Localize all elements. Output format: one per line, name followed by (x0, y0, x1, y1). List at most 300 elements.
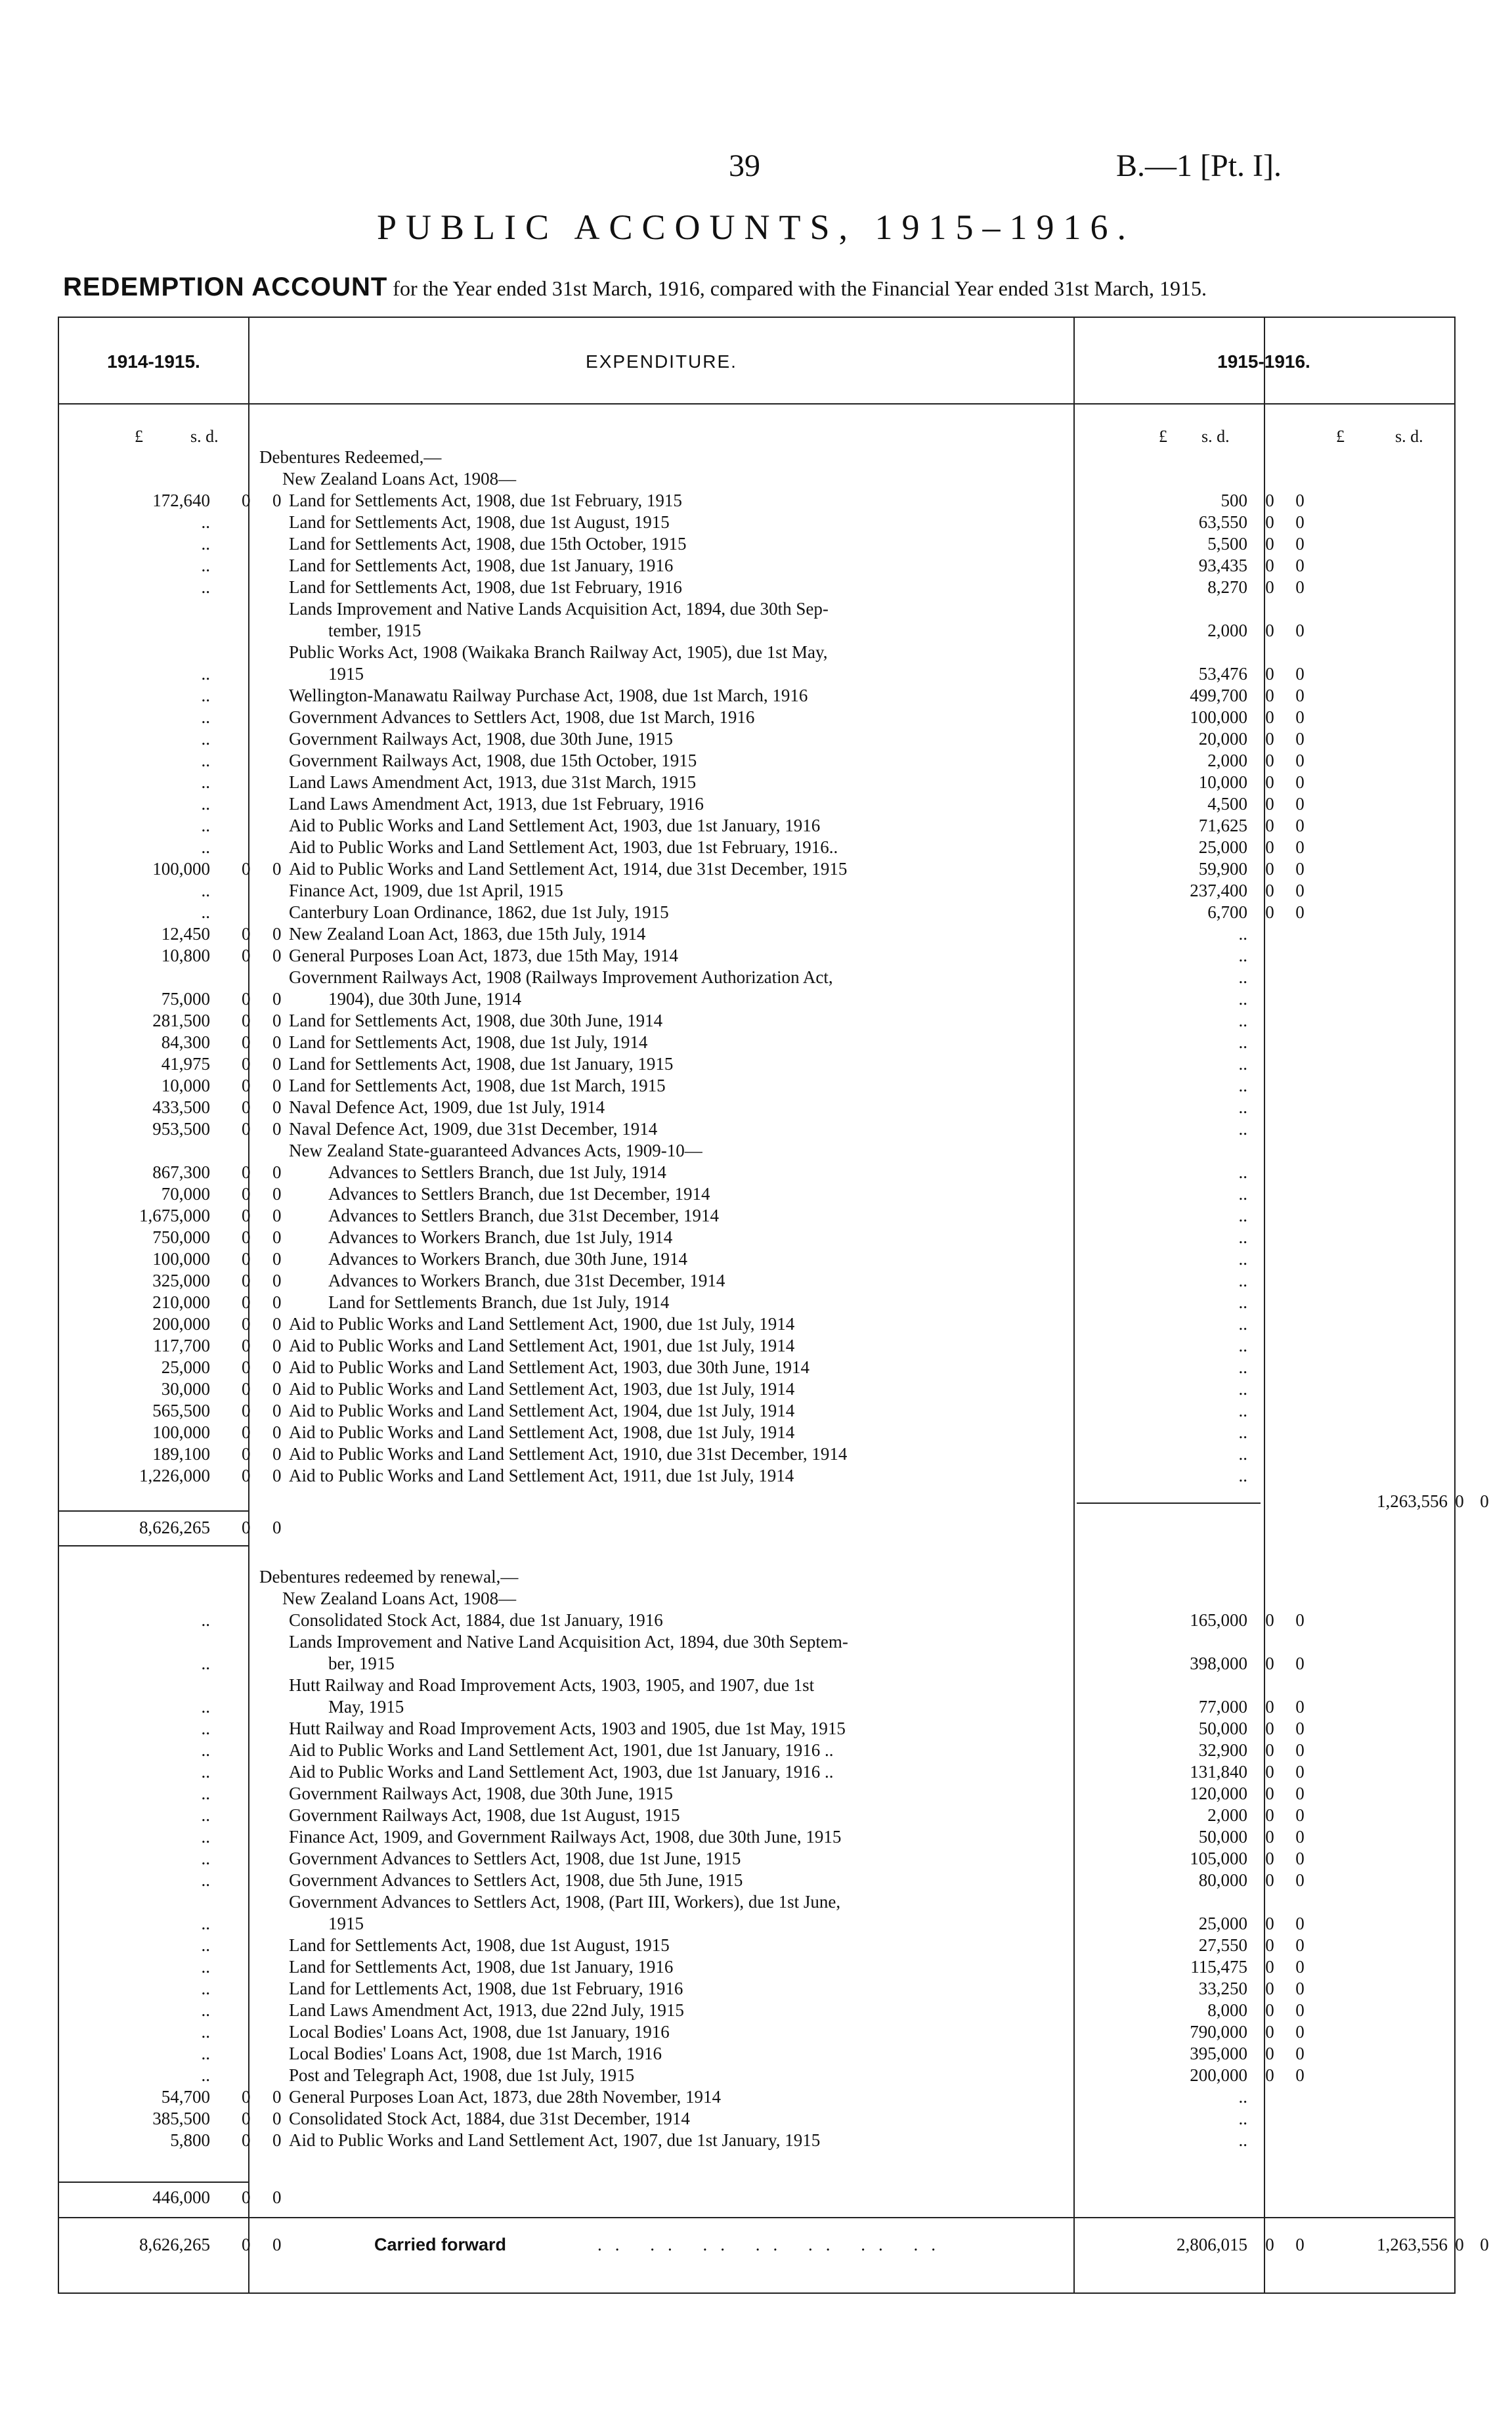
curr-year-pence: 0 (1295, 2044, 1305, 2063)
curr-year-amount: 53,476 (1198, 664, 1247, 684)
prev-year-shillings: 0 (242, 2130, 251, 2150)
table-row (59, 642, 1454, 663)
curr-year-amount: 2,000 (1207, 621, 1247, 640)
curr-year-amount: 200,000 (1190, 2065, 1247, 2085)
footer-rule (58, 2217, 1454, 2218)
table-row (59, 2108, 1454, 2130)
curr-year-amount: 63,550 (1198, 512, 1247, 532)
table-row (59, 2065, 1454, 2086)
table-row (59, 1891, 1454, 1913)
row-description: Consolidated Stock Act, 1884, due 1st January, 1916 (289, 1610, 663, 1630)
curr-year-pence: 0 (1295, 1697, 1305, 1717)
curr-year-amount: 71,625 (1198, 816, 1247, 835)
table-row (59, 837, 1454, 858)
row-description: Hutt Railway and Road Improvement Acts, 1903 and 1905, due 1st May, 1915 (289, 1719, 846, 1738)
table-row (59, 2086, 1454, 2108)
row-description: Land for Settlements Act, 1908, due 1st January, 1916 (289, 1957, 674, 1977)
row-description: Advances to Settlers Branch, due 1st July, 1914 (328, 1162, 666, 1182)
curr-year-amount: 131,840 (1190, 1762, 1247, 1782)
table-row (59, 577, 1454, 598)
account-period: for the Year ended 31st March, 1916, compared with the Financial Year ended 31st March, 1915. (387, 276, 1207, 300)
prev-year-amount: .. (201, 1827, 210, 1847)
table-row (59, 1010, 1454, 1032)
prev-year-amount: .. (201, 1784, 210, 1803)
section1-total-curr-shillings: 0 (1455, 1491, 1464, 1511)
table-row (59, 880, 1454, 902)
prev-year-amount: 750,000 (152, 1227, 210, 1247)
curr-year-pence: 0 (1295, 686, 1305, 705)
curr-year-pence: 0 (1295, 1610, 1305, 1630)
prev-year-pence: 0 (272, 1076, 282, 1095)
section2-total-prev (59, 2187, 1454, 2208)
table-row (59, 1443, 1454, 1465)
prev-year-pence: 0 (272, 1184, 282, 1204)
curr-year-amount: .. (1238, 1097, 1247, 1117)
prev-year-shillings: 0 (242, 1054, 251, 1074)
curr-year-amount: 50,000 (1198, 1719, 1247, 1738)
prev-year-pence: 0 (272, 1444, 282, 1464)
curr-year-amount: .. (1238, 1444, 1247, 1464)
curr-year-amount: 80,000 (1198, 1870, 1247, 1890)
row-description: Aid to Public Works and Land Settlement Act, 1908, due 1st July, 1914 (289, 1422, 795, 1442)
curr-year-shillings: 0 (1265, 902, 1274, 922)
table-row (59, 1313, 1454, 1335)
curr-year-amount: .. (1238, 1379, 1247, 1399)
curr-year-amount: 499,700 (1190, 686, 1247, 705)
prev-year-amount: .. (201, 837, 210, 857)
prev-year-amount: .. (201, 2065, 210, 2085)
curr-year-shillings: 0 (1265, 1740, 1274, 1760)
prev-year-amount: .. (201, 686, 210, 705)
curr-year-pence: 0 (1295, 707, 1305, 727)
footer-prev-pence: 0 (272, 2235, 282, 2254)
prev-year-shillings: 0 (242, 1422, 251, 1442)
prev-year-amount: 325,000 (152, 1271, 210, 1290)
section1-prev-total-underline (58, 1545, 248, 1546)
prev-year-amount: 10,800 (161, 946, 210, 965)
row-description: Land for Settlements Act, 1908, due 1st March, 1915 (289, 1076, 666, 1095)
prev-year-amount: .. (201, 2044, 210, 2063)
prev-year-amount: .. (201, 2000, 210, 2020)
curr-year-amount: 93,435 (1198, 556, 1247, 575)
prev-year-amount: 30,000 (161, 1379, 210, 1399)
curr-year-amount: 790,000 (1190, 2022, 1247, 2042)
row-description: Consolidated Stock Act, 1884, due 31st December, 1914 (289, 2109, 690, 2128)
row-description: Land for Settlements Act, 1908, due 1st January, 1915 (289, 1054, 674, 1074)
table-row (59, 945, 1454, 967)
row-description: Post and Telegraph Act, 1908, due 1st July, 1915 (289, 2065, 635, 2085)
prev-year-pence: 0 (272, 1162, 282, 1182)
prev-year-shillings: 0 (242, 1076, 251, 1095)
footer-total-pence: 0 (1480, 2235, 1489, 2254)
prev-year-amount: 953,500 (152, 1119, 210, 1139)
section2-total-prev-pence: 0 (272, 2187, 282, 2207)
table-row (59, 533, 1454, 555)
row-description: Government Advances to Settlers Act, 1908, due 5th June, 1915 (289, 1870, 743, 1890)
document-reference: B.—1 [Pt. I]. (1116, 148, 1282, 183)
section1-total-curr-pence: 0 (1480, 1491, 1489, 1511)
prev-year-amount: 565,500 (152, 1401, 210, 1420)
prev-year-shillings: 0 (242, 924, 251, 944)
curr-year-shillings: 0 (1265, 1654, 1274, 1673)
table-row (59, 1053, 1454, 1075)
curr-year-pence: 0 (1295, 794, 1305, 814)
carried-forward-label: Carried forward (374, 2235, 507, 2254)
table-row (59, 1183, 1454, 1205)
row-description: Naval Defence Act, 1909, due 1st July, 1914 (289, 1097, 605, 1117)
prev-year-pence: 0 (272, 1422, 282, 1442)
header-curr-year: 1915-1916. (1217, 351, 1310, 372)
prev-year-amount: .. (201, 794, 210, 814)
curr-year-amount: 59,900 (1198, 859, 1247, 879)
row-description: Government Railways Act, 1908, due 15th October, 1915 (289, 751, 697, 770)
page-number: 39 (729, 148, 760, 183)
table-row (59, 1913, 1454, 1935)
curr-year-amount: .. (1238, 1032, 1247, 1052)
table-row (59, 793, 1454, 815)
prev-year-pence: 0 (272, 1466, 282, 1485)
header-rule (58, 403, 1454, 405)
prev-year-shillings: 0 (242, 1227, 251, 1247)
prev-year-shillings: 0 (242, 1271, 251, 1290)
table-row (59, 728, 1454, 750)
curr-year-amount: 77,000 (1198, 1697, 1247, 1717)
prev-year-amount: 172,640 (152, 491, 210, 510)
prev-year-amount: .. (201, 1740, 210, 1760)
curr-year-shillings: 0 (1265, 1697, 1274, 1717)
prev-year-pence: 0 (272, 1097, 282, 1117)
row-description: Land for Settlements Act, 1908, due 1st February, 1915 (289, 491, 682, 510)
table-row (59, 1162, 1454, 1183)
prev-year-pence: 0 (272, 1227, 282, 1247)
curr-year-pence: 0 (1295, 2022, 1305, 2042)
table-row (59, 1826, 1454, 1848)
row-description: Land for Lettlements Act, 1908, due 1st February, 1916 (289, 1979, 683, 1998)
unit-pound-prev: £ (135, 427, 143, 446)
curr-year-pence: 0 (1295, 1979, 1305, 1998)
curr-year-amount: .. (1238, 1314, 1247, 1334)
prev-year-amount: .. (201, 751, 210, 770)
prev-year-amount: 1,226,000 (139, 1466, 210, 1485)
curr-year-pence: 0 (1295, 2065, 1305, 2085)
prev-year-shillings: 0 (242, 1206, 251, 1225)
section1-total-prev (59, 1517, 1454, 1539)
row-description: Aid to Public Works and Land Settlement Act, 1903, due 30th June, 1914 (289, 1357, 810, 1377)
row-description: Land for Settlements Branch, due 1st July, 1914 (328, 1292, 670, 1312)
footer-curr-shillings: 0 (1265, 2235, 1274, 2254)
curr-year-amount: .. (1238, 1227, 1247, 1247)
prev-year-amount: .. (201, 534, 210, 554)
prev-year-amount: 210,000 (152, 1292, 210, 1312)
table-row (59, 1978, 1454, 2000)
prev-year-pence: 0 (272, 2087, 282, 2107)
prev-year-amount: .. (201, 1762, 210, 1782)
curr-year-amount: 105,000 (1190, 1849, 1247, 1868)
table-row (59, 1422, 1454, 1443)
row-description: Government Railways Act, 1908, due 1st August, 1915 (289, 1805, 680, 1825)
prev-year-amount: .. (201, 707, 210, 727)
prev-year-shillings: 0 (242, 1401, 251, 1420)
prev-year-pence: 0 (272, 859, 282, 879)
table-row (59, 1227, 1454, 1248)
row-description: Land Laws Amendment Act, 1913, due 1st February, 1916 (289, 794, 704, 814)
curr-year-amount: .. (1238, 967, 1247, 987)
row-description: Aid to Public Works and Land Settlement Act, 1907, due 1st January, 1915 (289, 2130, 821, 2150)
section1-subheading: New Zealand Loans Act, 1908— (282, 469, 517, 489)
prev-year-amount: .. (201, 1610, 210, 1630)
curr-year-pence: 0 (1295, 729, 1305, 749)
row-description: Government Railways Act, 1908 (Railways Improvement Authorization Act, (289, 967, 833, 987)
curr-year-pence: 0 (1295, 837, 1305, 857)
table-row (59, 1118, 1454, 1140)
table-row (59, 1718, 1454, 1740)
table-row (59, 1935, 1454, 1956)
curr-year-amount: .. (1238, 924, 1247, 944)
curr-year-amount: 50,000 (1198, 1827, 1247, 1847)
row-description: Hutt Railway and Road Improvement Acts, 1903, 1905, and 1907, due 1st (289, 1675, 815, 1695)
curr-year-pence: 0 (1295, 577, 1305, 597)
curr-year-shillings: 0 (1265, 2044, 1274, 2063)
prev-year-amount: 867,300 (152, 1162, 210, 1182)
header-expenditure: EXPENDITURE. (586, 351, 737, 372)
curr-year-shillings: 0 (1265, 1784, 1274, 1803)
prev-year-amount: 200,000 (152, 1314, 210, 1334)
prev-year-shillings: 0 (242, 1357, 251, 1377)
row-description: Government Railways Act, 1908, due 30th June, 1915 (289, 1784, 673, 1803)
section1-total-prev-shillings: 0 (242, 1518, 251, 1537)
table-row (59, 2043, 1454, 2065)
curr-year-shillings: 0 (1265, 664, 1274, 684)
prev-year-amount: .. (201, 772, 210, 792)
curr-year-shillings: 0 (1265, 2065, 1274, 2085)
prev-year-amount: .. (201, 556, 210, 575)
curr-year-amount: 115,475 (1190, 1957, 1247, 1977)
table-row (59, 2130, 1454, 2151)
table-row (59, 815, 1454, 837)
prev-year-amount: 1,675,000 (139, 1206, 210, 1225)
row-description: Land for Settlements Act, 1908, due 1st August, 1915 (289, 1935, 670, 1955)
curr-year-amount: .. (1238, 1401, 1247, 1420)
prev-year-amount: .. (201, 816, 210, 835)
row-description: 1904), due 30th June, 1914 (328, 989, 521, 1009)
curr-year-amount: .. (1238, 1357, 1247, 1377)
curr-year-amount: .. (1238, 2087, 1247, 2107)
prev-year-shillings: 0 (242, 1162, 251, 1182)
curr-year-amount: .. (1238, 1336, 1247, 1355)
section1-total-prev-pence: 0 (272, 1518, 282, 1537)
curr-year-amount: .. (1238, 1119, 1247, 1139)
curr-year-amount: .. (1238, 1422, 1247, 1442)
prev-year-amount: .. (201, 1979, 210, 1998)
curr-year-amount: 2,000 (1207, 751, 1247, 770)
row-description: Wellington-Manawatu Railway Purchase Act, 1908, due 1st March, 1916 (289, 686, 808, 705)
unit-pound-curr: £ (1159, 427, 1167, 446)
table-row (59, 1761, 1454, 1783)
curr-year-pence: 0 (1295, 1914, 1305, 1933)
table-row (59, 1357, 1454, 1378)
curr-year-shillings: 0 (1265, 859, 1274, 879)
prev-year-shillings: 0 (242, 859, 251, 879)
table-row (59, 685, 1454, 707)
prev-year-pence: 0 (272, 1119, 282, 1139)
curr-year-amount: 25,000 (1198, 1914, 1247, 1933)
unit-sd-total: s. d. (1395, 427, 1423, 446)
row-description: Land Laws Amendment Act, 1913, due 22nd July, 1915 (289, 2000, 684, 2020)
curr-year-shillings: 0 (1265, 621, 1274, 640)
prev-year-shillings: 0 (242, 1119, 251, 1139)
prev-year-amount: .. (201, 1914, 210, 1933)
section2-total-prev-pounds: 446,000 (152, 2187, 210, 2207)
prev-year-shillings: 0 (242, 1011, 251, 1030)
row-description: ber, 1915 (328, 1654, 395, 1673)
prev-year-pence: 0 (272, 2130, 282, 2150)
table-row (59, 902, 1454, 923)
curr-year-pence: 0 (1295, 816, 1305, 835)
prev-year-amount: .. (201, 512, 210, 532)
section1-heading: Debentures Redeemed,— (259, 447, 442, 467)
prev-year-pence: 0 (272, 1292, 282, 1312)
carried-forward-row (59, 2234, 1489, 2256)
table-row (59, 1400, 1454, 1422)
curr-year-shillings: 0 (1265, 772, 1274, 792)
unit-pound-total: £ (1336, 427, 1345, 446)
curr-year-pence: 0 (1295, 1957, 1305, 1977)
curr-year-pence: 0 (1295, 1870, 1305, 1890)
prev-year-amount: 5,800 (170, 2130, 210, 2150)
table-row (59, 1205, 1454, 1227)
row-description: Canterbury Loan Ordinance, 1862, due 1st July, 1915 (289, 902, 669, 922)
curr-year-pence: 0 (1295, 1827, 1305, 1847)
prev-year-pence: 0 (272, 1357, 282, 1377)
row-description: Land Laws Amendment Act, 1913, due 31st March, 1915 (289, 772, 697, 792)
table-row (59, 490, 1454, 512)
table-row (59, 1740, 1454, 1761)
row-description: Local Bodies' Loans Act, 1908, due 1st January, 1916 (289, 2022, 670, 2042)
prev-year-pence: 0 (272, 1314, 282, 1334)
carried-forward-leader: .. .. .. .. .. .. .. (597, 2235, 949, 2254)
curr-year-amount: .. (1238, 1292, 1247, 1312)
curr-year-amount: 165,000 (1190, 1610, 1247, 1630)
prev-year-shillings: 0 (242, 989, 251, 1009)
table-row (59, 988, 1454, 1010)
prev-year-pence: 0 (272, 1206, 282, 1225)
curr-year-shillings: 0 (1265, 751, 1274, 770)
table-row (59, 1075, 1454, 1097)
prev-year-amount: .. (201, 1957, 210, 1977)
row-description: May, 1915 (328, 1697, 404, 1717)
table-row (59, 2000, 1454, 2021)
table-row (59, 1783, 1454, 1805)
prev-year-amount: 385,500 (152, 2109, 210, 2128)
row-description: Government Advances to Settlers Act, 1908, (Part III, Workers), due 1st June, (289, 1892, 841, 1912)
row-description: Public Works Act, 1908 (Waikaka Branch Railway Act, 1905), due 1st May, (289, 642, 828, 662)
prev-year-amount: .. (201, 729, 210, 749)
table-row (59, 2021, 1454, 2043)
table-row (59, 1465, 1454, 1487)
account-name: REDEMPTION ACCOUNT (63, 273, 388, 301)
row-description: Local Bodies' Loans Act, 1908, due 1st March, 1916 (289, 2044, 662, 2063)
prev-year-shillings: 0 (242, 1314, 251, 1334)
curr-year-amount: .. (1238, 989, 1247, 1009)
prev-year-pence: 0 (272, 1379, 282, 1399)
table-row (59, 1335, 1454, 1357)
table-row (59, 1870, 1454, 1891)
curr-year-amount: .. (1238, 1271, 1247, 1290)
curr-year-shillings: 0 (1265, 1762, 1274, 1782)
unit-sd-prev: s. d. (190, 427, 219, 446)
prev-year-shillings: 0 (242, 1336, 251, 1355)
table-row (59, 598, 1454, 620)
curr-year-shillings: 0 (1265, 1805, 1274, 1825)
curr-year-amount: 33,250 (1198, 1979, 1247, 1998)
curr-year-pence: 0 (1295, 534, 1305, 554)
row-description: Land for Settlements Act, 1908, due 1st January, 1916 (289, 556, 674, 575)
row-description: Advances to Settlers Branch, due 31st December, 1914 (328, 1206, 720, 1225)
prev-year-pence: 0 (272, 2109, 282, 2128)
prev-year-amount: .. (201, 1935, 210, 1955)
table-row (59, 1097, 1454, 1118)
row-description: Aid to Public Works and Land Settlement Act, 1903, due 1st January, 1916 .. (289, 1762, 834, 1782)
curr-year-shillings: 0 (1265, 577, 1274, 597)
row-description: General Purposes Loan Act, 1873, due 15th May, 1914 (289, 946, 678, 965)
curr-year-amount: .. (1238, 2130, 1247, 2150)
prev-year-amount: 100,000 (152, 1422, 210, 1442)
curr-year-shillings: 0 (1265, 1827, 1274, 1847)
curr-year-shillings: 0 (1265, 512, 1274, 532)
prev-year-amount: .. (201, 2022, 210, 2042)
curr-year-pence: 0 (1295, 1849, 1305, 1868)
prev-year-pence: 0 (272, 1032, 282, 1052)
prev-year-pence: 0 (272, 924, 282, 944)
curr-year-shillings: 0 (1265, 491, 1274, 510)
prev-year-shillings: 0 (242, 1184, 251, 1204)
curr-year-amount: 6,700 (1207, 902, 1247, 922)
prev-year-shillings: 0 (242, 491, 251, 510)
table-row (59, 1653, 1454, 1675)
curr-year-shillings: 0 (1265, 1849, 1274, 1868)
prev-year-pence: 0 (272, 1336, 282, 1355)
footer-prev-shillings: 0 (242, 2235, 251, 2254)
curr-year-pence: 0 (1295, 621, 1305, 640)
prev-year-amount: 41,975 (161, 1054, 210, 1074)
curr-year-amount: 25,000 (1198, 837, 1247, 857)
row-description: Aid to Public Works and Land Settlement Act, 1900, due 1st July, 1914 (289, 1314, 795, 1334)
prev-year-amount: 117,700 (153, 1336, 210, 1355)
prev-year-shillings: 0 (242, 1466, 251, 1485)
prev-year-amount: 100,000 (152, 859, 210, 879)
row-description: Finance Act, 1909, and Government Railways Act, 1908, due 30th June, 1915 (289, 1827, 842, 1847)
prev-year-amount: .. (201, 902, 210, 922)
table-row (59, 750, 1454, 772)
table-row (59, 967, 1454, 988)
prev-year-amount: 70,000 (161, 1184, 210, 1204)
curr-year-shillings: 0 (1265, 1935, 1274, 1955)
curr-year-amount: 398,000 (1190, 1654, 1247, 1673)
prev-year-pence: 0 (272, 946, 282, 965)
prev-year-amount: .. (201, 1805, 210, 1825)
account-subtitle (63, 273, 1207, 302)
row-description: Advances to Workers Branch, due 1st July, 1914 (328, 1227, 673, 1247)
row-description: Government Railways Act, 1908, due 30th June, 1915 (289, 729, 673, 749)
prev-year-amount: .. (201, 1870, 210, 1890)
prev-year-amount: 433,500 (152, 1097, 210, 1117)
curr-year-pence: 0 (1295, 772, 1305, 792)
curr-year-shillings: 0 (1265, 1979, 1274, 1998)
table-row (59, 620, 1454, 642)
curr-year-amount: 8,000 (1207, 2000, 1247, 2020)
curr-year-amount: 8,270 (1207, 577, 1247, 597)
row-description: 1915 (328, 664, 364, 684)
